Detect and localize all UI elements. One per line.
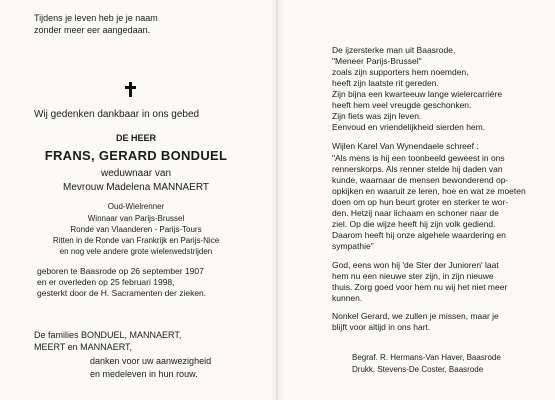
quote-line: kunde, waarnaar de mensen bewonderend op-: [332, 175, 509, 185]
quote-line: "Als mens is hij een toonbeeld geweest in ons: [332, 153, 505, 163]
widower-line: weduwnaar van: [100, 168, 172, 179]
right-panel: [282, 0, 555, 400]
intro-line: zonder meer eer aangedaan.: [34, 25, 151, 35]
quote-line: ziel. Op die wijze heeft hij zijn volk gediend.: [332, 219, 496, 229]
left-panel: [0, 0, 272, 400]
deceased-name: FRANS, GERARD BONDUEL: [44, 148, 228, 163]
god-line: hem nu een nieuwe ster zijn, in zijn nieuwe: [332, 271, 494, 281]
remembrance-line: Wij gedenken dankbaar in ons gebed: [34, 109, 200, 120]
life-line: en er overleden op 25 februari 1998,: [37, 277, 175, 287]
god-line: God, eens won hij 'de Ster der Junioren' laat: [332, 260, 499, 270]
life-line: gesterkt door de H. Sacramenten der zieken.: [37, 288, 207, 298]
poem-line: Eenvoud en vriendelijkheid sierden hem.: [332, 122, 486, 132]
god-line: thuis. Zorg goed voor hem nu wij het niet meer: [332, 282, 508, 292]
poem-line: zoals zijn supporters hem noemden,: [332, 67, 469, 77]
poem-line: De ijzersterke man uit Baasrode,: [332, 45, 456, 55]
nonkel-line: blijft voor altijd in ons hart.: [332, 322, 431, 332]
career-line: Ronde van Vlaanderen - Parijs-Tours: [70, 225, 202, 234]
career-line: Winnaar van Parijs-Brussel: [87, 214, 185, 223]
title-line: DE HEER: [115, 133, 156, 143]
career-line: Oud-Wielrenner: [107, 202, 165, 211]
families-line: De families BONDUEL, MANNAERT,: [34, 330, 182, 340]
credit-line: Begraf. R. Hermans-Van Haver, Baasrode: [352, 353, 501, 362]
families-line: MEERT en MANNAERT,: [34, 342, 133, 352]
intro-line: Tijdens je leven heb je je naam: [34, 13, 158, 23]
quote-intro: Wijlen Karel Van Wynendaele schreef :: [332, 141, 479, 151]
quote-line: opkijken en waaruit ze leren, hoe en wat ze moeten: [332, 186, 526, 196]
poem-line: heeft hem veel vreugde geschonken.: [332, 100, 472, 110]
families-line: en medeleven in hun rouw.: [90, 369, 198, 379]
poem-line: heeft zijn laatste rit gereden.: [332, 78, 439, 88]
families-line: danken voor uw aanwezigheid: [90, 356, 212, 366]
quote-line: doen om op hun beurt groter en sterker te wor-: [332, 197, 509, 207]
quote-line: den. Hetzij naar lichaam en schoner naar de: [332, 208, 499, 218]
poem-line: Zijn bijna een kwarteeuw lange wielercarrière: [332, 89, 503, 99]
spouse-name: Mevrouw Madelena MANNAERT: [63, 182, 209, 193]
quote-line: sympathie": [332, 241, 374, 251]
credit-line: Drukk. Stevens-De Coster, Baasrode: [352, 365, 484, 374]
poem-line: "Meneer Parijs-Brussel": [332, 56, 422, 66]
nonkel-line: Nonkel Gerard, we zullen je missen, maar je: [332, 311, 499, 321]
career-line: en nog vele andere grote wielerwedstrijden: [59, 247, 213, 256]
life-line: geboren te Baasrode op 26 september 1907: [37, 266, 204, 276]
fold-divider: [276, 0, 278, 400]
quote-line: rennerskorps. Als renner stelde hij daden van: [332, 164, 503, 174]
career-line: Ritten in de Ronde van Frankrijk en Parijs-Nice: [52, 236, 220, 245]
poem-line: Zijn fiets was zijn leven.: [332, 111, 422, 121]
god-line: kunnen.: [332, 293, 363, 303]
quote-line: Daarom heeft hij onze algehele waardering en: [332, 230, 506, 240]
latin-cross-icon: [125, 82, 136, 97]
